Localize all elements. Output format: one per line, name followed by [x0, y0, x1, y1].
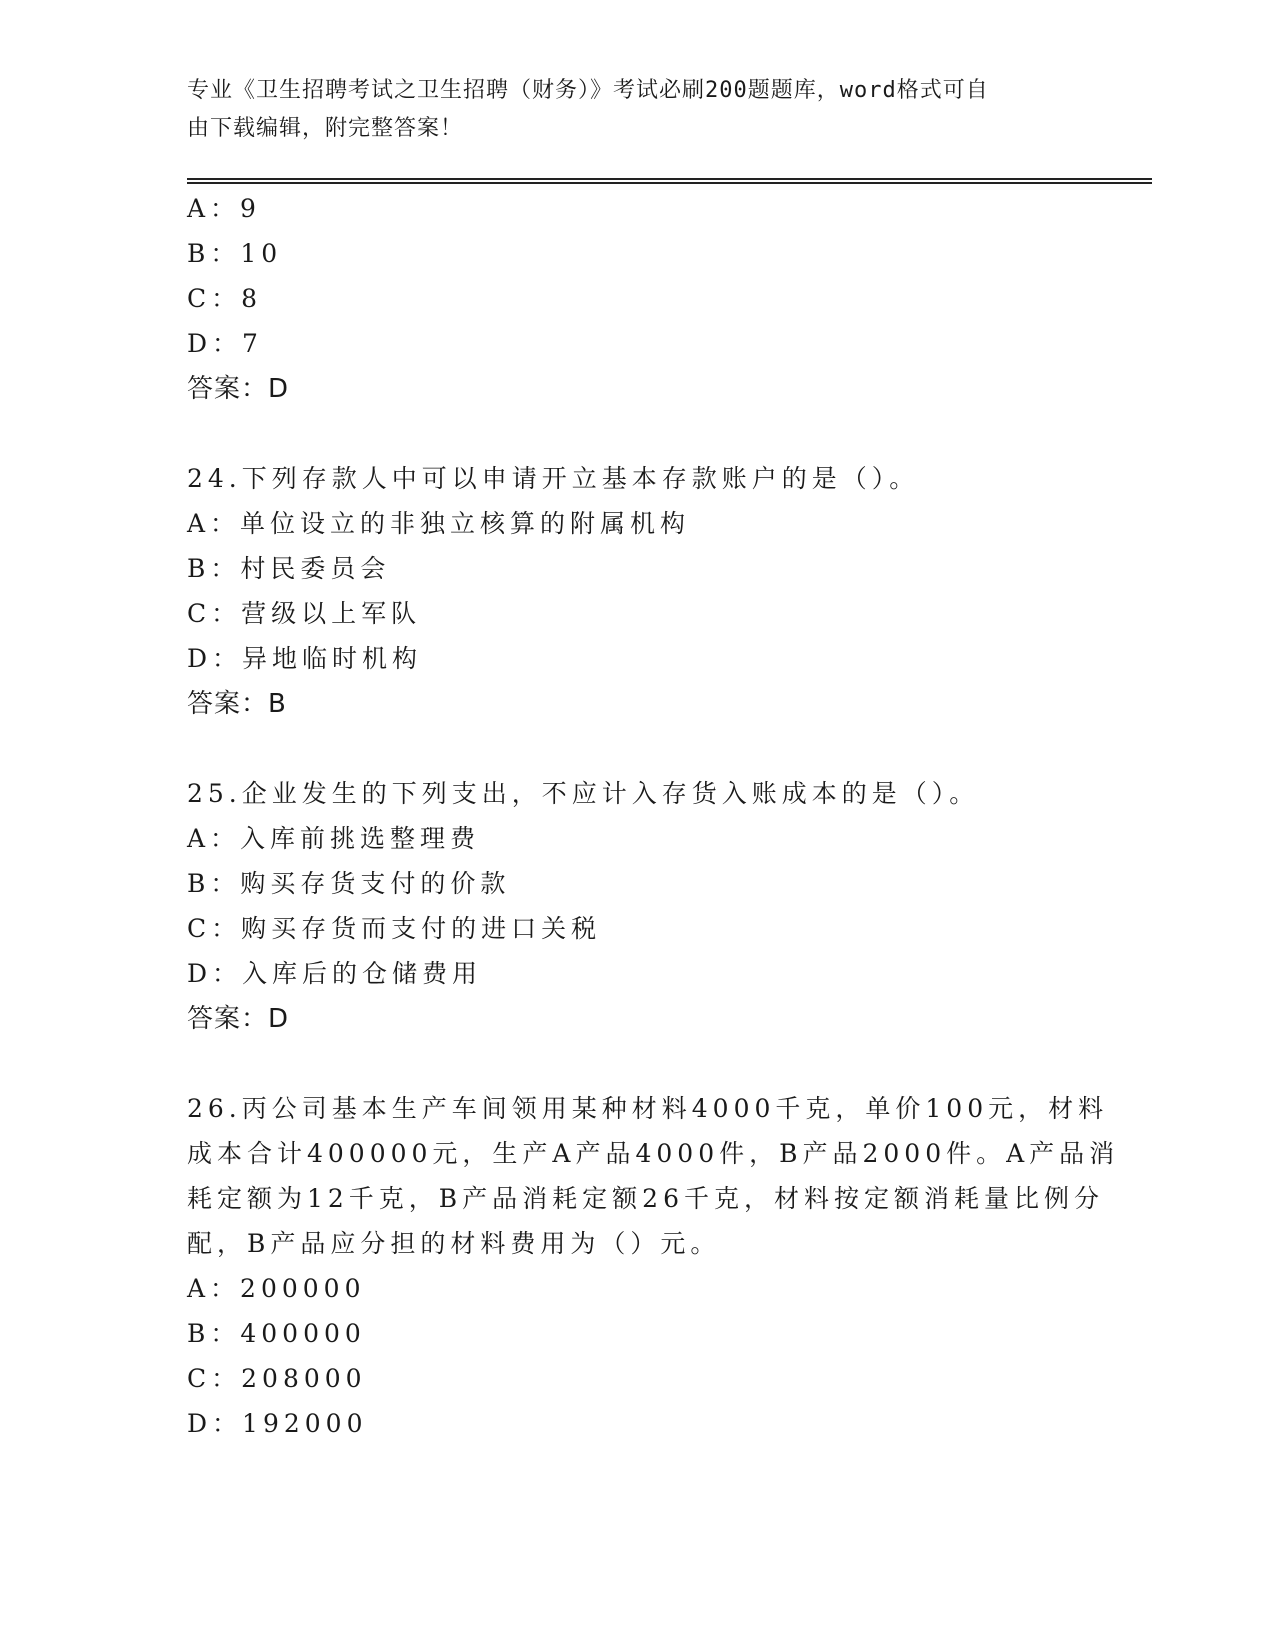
q24-answer: 答案：B [187, 689, 287, 719]
q24-option-b: B：村民委员会 [187, 554, 391, 583]
q25-option-a: A：入库前挑选整理费 [187, 824, 481, 853]
q26-option-d: D：192000 [187, 1409, 368, 1438]
q24-question: 24.下列存款人中可以申请开立基本存款账户的是（）。 [187, 464, 920, 493]
header-line-1: 专业《卫生招聘考试之卫生招聘（财务）》考试必刷200题题库，word格式可自 [187, 78, 989, 103]
q24-option-d: D：异地临时机构 [187, 644, 423, 673]
q25-question: 25.企业发生的下列支出，不应计入存货入账成本的是（）。 [187, 779, 980, 808]
q26-question-line-2: 成本合计400000元，生产A产品4000件，B产品2000件。A产品消 [187, 1139, 1120, 1168]
q24-option-a: A：单位设立的非独立核算的附属机构 [187, 509, 691, 538]
q26-question-line-4: 配，B产品应分担的材料费用为（）元。 [187, 1229, 721, 1258]
header-divider-bottom [187, 182, 1152, 184]
q23-option-a: A：9 [187, 194, 261, 223]
q23-option-b: B：10 [187, 239, 283, 268]
header-line-2: 由下载编辑，附完整答案！ [187, 116, 464, 141]
document-header [187, 72, 1067, 148]
q26-option-b: B：400000 [187, 1319, 366, 1348]
q26-option-a: A：200000 [187, 1274, 366, 1303]
q26-question-line-3: 耗定额为12千克，B产品消耗定额26千克，材料按定额消耗量比例分 [187, 1184, 1104, 1213]
q26-question-line-1: 26.丙公司基本生产车间领用某种材料4000千克，单价100元，材料 [187, 1094, 1109, 1123]
q25-option-c: C：购买存货而支付的进口关税 [187, 914, 602, 943]
q23-option-c: C：8 [187, 284, 263, 313]
q25-answer: 答案：D [187, 1004, 290, 1034]
q25-option-d: D：入库后的仓储费用 [187, 959, 483, 988]
q23-option-d: D：7 [187, 329, 263, 358]
q25-option-b: B：购买存货支付的价款 [187, 869, 511, 898]
header-divider-top [187, 178, 1152, 180]
q26-option-c: C：208000 [187, 1364, 367, 1393]
q23-answer: 答案：D [187, 374, 290, 404]
q24-option-c: C：营级以上军队 [187, 599, 422, 628]
